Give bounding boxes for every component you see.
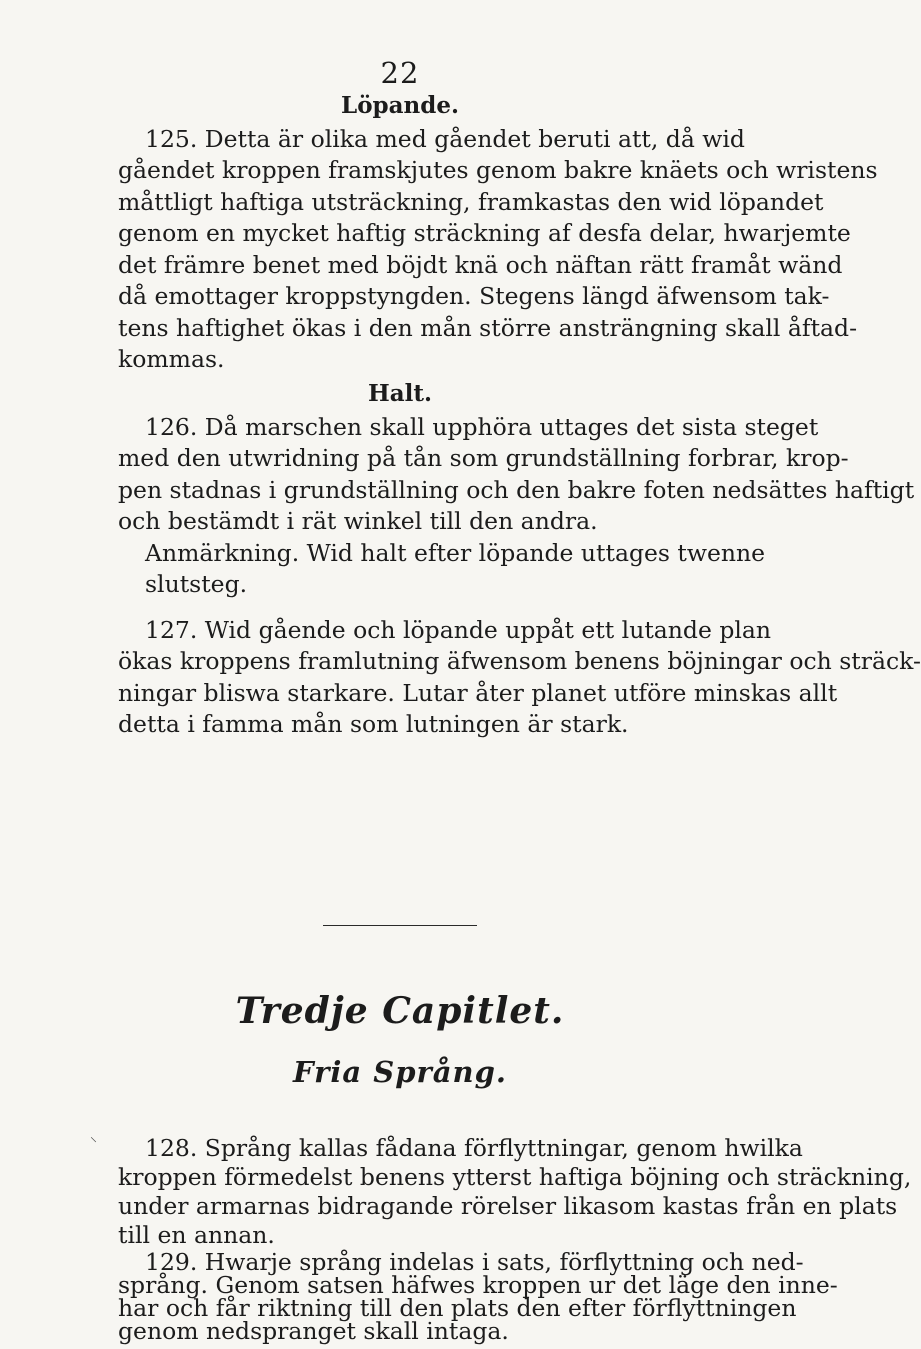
paragraph-126-line: och bestämdt i rät winkel till den andra. (118, 507, 598, 535)
paragraph-129-line: har och får riktning till den plats den efter förflyttningen (118, 1294, 797, 1322)
chapter-title: Tredje Capitlet. (235, 990, 565, 1032)
paragraph-127-line: ningar bliswa starkare. Lutar åter planet utföre minskas allt (118, 679, 838, 707)
paragraph-128-line: till en annan. (118, 1221, 275, 1249)
paragraph-125-line: kommas. (118, 345, 225, 373)
anmarkning-line: Anmärkning. Wid halt efter löpande uttages twenne (145, 539, 766, 567)
paragraph-129-line: 129. Hwarje språng indelas i sats, förflyttning och ned- (145, 1248, 804, 1276)
paragraph-128-line: under armarnas bidragande rörelser likasom kastas från en plats (118, 1192, 898, 1220)
section-title: Fria Språng. (292, 1055, 507, 1089)
paragraph-128-line: 128. Språng kallas fådana förflyttningar, genom hwilka (145, 1134, 803, 1162)
paragraph-128-line: kroppen förmedelst benens ytterst haftiga böjning och sträckning, (118, 1163, 912, 1191)
paragraph-127-line: detta i famma mån som lutningen är stark. (118, 710, 629, 738)
paragraph-127-line: 127. Wid gående och löpande uppåt ett lutande plan (145, 616, 772, 644)
paragraph-126-line: 126. Då marschen skall upphöra uttages det sista steget (145, 413, 819, 441)
paragraph-125-line: det främre benet med böjdt knä och näftan rätt framåt wänd (118, 251, 843, 279)
heading-lopande: Löpande. (341, 92, 459, 119)
margin-mark: ⸌ (90, 1135, 97, 1151)
anmarkning-line: slutsteg. (145, 570, 248, 598)
paragraph-125-line: måttligt haftiga utsträckning, framkastas den wid löpandet (118, 188, 824, 216)
paragraph-125-line: 125. Detta är olika med gåendet beruti att, då wid (145, 125, 745, 153)
paragraph-125-line: gåendet kroppen framskjutes genom bakre knäets och wristens (118, 156, 878, 184)
paragraph-125-line: tens haftighet ökas i den mån större ansträngning skall åftad- (118, 314, 858, 342)
paragraph-125-line: genom en mycket haftig sträckning af desfa delar, hwarjemte (118, 219, 851, 247)
paragraph-129-line: genom nedspranget skall intaga. (118, 1317, 509, 1345)
page-number: 22 (380, 56, 420, 90)
heading-halt: Halt. (367, 380, 432, 407)
section-divider (323, 925, 477, 926)
paragraph-127-line: ökas kroppens framlutning äfwensom benens böjningar och sträck- (118, 647, 921, 675)
paragraph-129-line: språng. Genom satsen häfwes kroppen ur det läge den inne- (118, 1271, 838, 1299)
paragraph-126-line: med den utwridning på tån som grundställning forbrar, krop- (118, 444, 849, 472)
paragraph-126-line: pen stadnas i grundställning och den bakre foten nedsättes haftigt (118, 476, 915, 504)
paragraph-125-line: då emottager kroppstyngden. Stegens längd äfwensom tak- (118, 282, 830, 310)
